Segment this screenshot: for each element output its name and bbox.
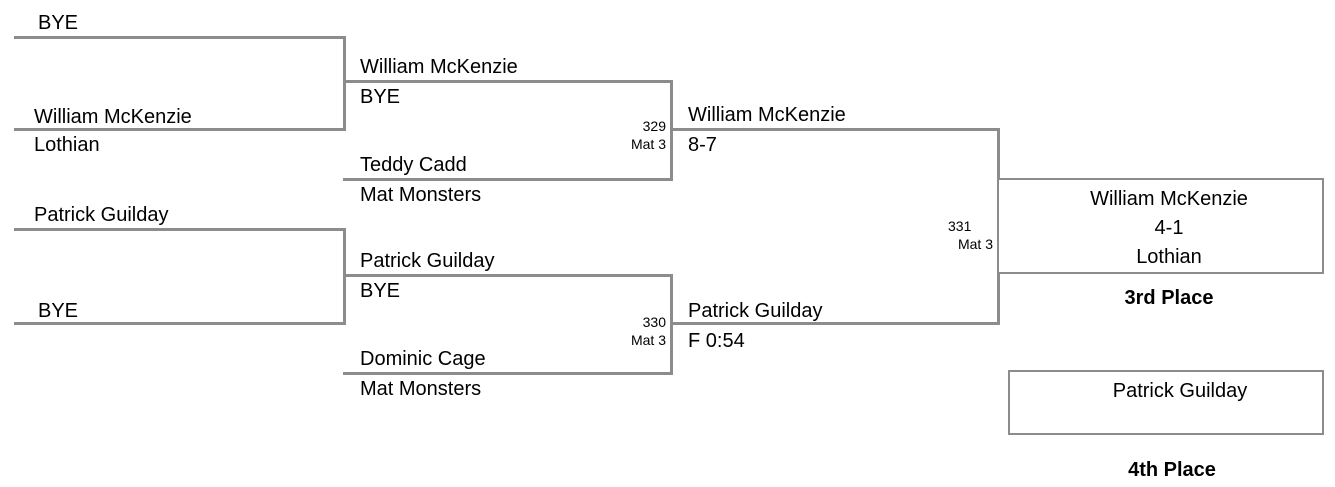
bout-329-mat: Mat 3 [630,136,666,152]
r1-bot-a-name: Patrick Guilday [34,204,169,226]
r1-top-b-team: Lothian [34,134,100,156]
r2-bot-a-team: BYE [360,280,401,302]
r2-top-a-name: William McKenzie [360,56,518,78]
r1-top-a-name: BYE [38,12,79,34]
bracket-line [14,128,346,131]
third-place-result: 4-1 [1154,217,1184,239]
bout-331-number: 331 [948,218,972,234]
fourth-place-name: Patrick Guilday [1112,380,1248,402]
r2-top-b-team: Mat Monsters [360,184,482,206]
r3-bot-result: F 0:54 [688,330,745,352]
r3-top-name: William McKenzie [688,104,846,126]
r2-bot-a-name: Patrick Guilday [360,250,495,272]
r2-top-b-name: Teddy Cadd [360,154,467,176]
bracket-line [14,228,346,231]
bracket-line [343,274,673,277]
third-place-name: William McKenzie [1090,188,1248,210]
bracket-line [343,36,346,131]
r1-bot-b-name: BYE [38,300,79,322]
bracket-line [670,128,1000,131]
third-place-label: 3rd Place [1124,287,1214,309]
third-place-team: Lothian [1136,246,1202,268]
bracket-line [343,178,673,181]
bracket-line [670,322,1000,325]
r3-bot-name: Patrick Guilday [688,300,823,322]
r1-top-b-name: William McKenzie [34,106,192,128]
fourth-place-label: 4th Place [1128,459,1216,481]
bracket-line [343,80,673,83]
bracket-line [14,36,346,39]
r2-bot-b-team: Mat Monsters [360,378,482,400]
bout-331-mat: Mat 3 [957,236,993,252]
bout-329-number: 329 [642,118,666,134]
bracket-line [343,372,673,375]
r3-top-result: 8-7 [688,134,717,156]
bout-330-mat: Mat 3 [630,332,666,348]
bout-330-number: 330 [642,314,666,330]
bracket-line [14,322,346,325]
r2-top-a-team: BYE [360,86,401,108]
r2-bot-b-name: Dominic Cage [360,348,486,370]
